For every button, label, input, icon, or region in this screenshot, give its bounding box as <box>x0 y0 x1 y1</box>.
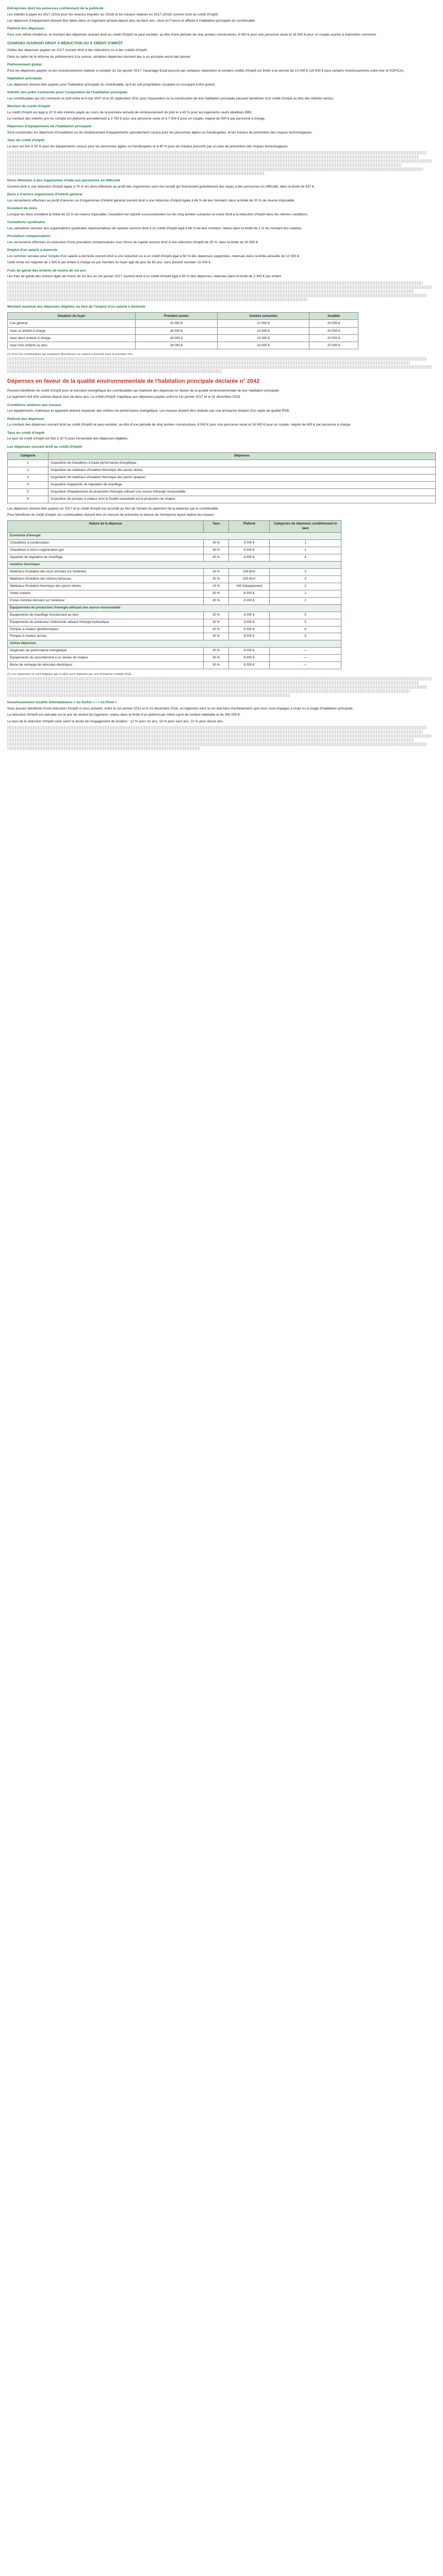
subsection-dons <box>7 178 436 279</box>
table-cell: 100 €/m² <box>229 575 270 583</box>
text-line <box>7 734 432 738</box>
text-line <box>7 163 402 167</box>
table-cell: 30 % <box>204 547 229 554</box>
table-row <box>8 496 436 503</box>
habitation-heading: Habitation principale <box>7 77 42 81</box>
table-depenses-categories <box>7 452 436 503</box>
table-cell: Borne de recharge de véhicules électriques <box>8 662 204 669</box>
section-d-paragraph-3: Le taux de la réduction d'impôt varie selon la durée de l'engagement de location : 12 % pour six ans, 18 % pour neuf ans, 21 % pour douze ans. <box>7 719 224 723</box>
excedent-paragraph: Lorsque les dons excèdent la limite de 20 % du revenu imposable, l'excédent est reporté successivement sur les cinq années suivantes et ouvre droit à la réduction d'impôt dans les mêmes conditions. <box>7 213 308 217</box>
text-line <box>7 730 423 734</box>
text-line <box>7 361 410 365</box>
section-a-paragraph-1: Grilles des dépenses payées en 2017 ouvrant droit à des réductions ou à des crédits d'impôt. <box>7 48 148 53</box>
table-cell: 30 % <box>204 612 229 619</box>
garde-heading: Frais de garde des enfants de moins de six ans <box>7 268 86 273</box>
table-row <box>8 648 341 655</box>
table-row <box>8 626 341 633</box>
table-row <box>8 540 341 547</box>
table-3-note: (1) Les dépenses ne sont éligibles que si elles sont réalisées par une entreprise certifiée RGE. <box>7 673 133 676</box>
intro-paragraph-2: Les dépenses d'équipement doivent être faites dans un logement achevé depuis plus de deux ans, situé en France et affecté à l'habitation principale du contribuable. <box>7 19 256 23</box>
table-cell: 30 % <box>204 619 229 626</box>
text-line <box>7 285 432 289</box>
section-a-paragraph-5: Les contribuables qui ont contracté un prêt entre le 6 mai 2007 et le 30 septembre 2011 pour l'acquisition ou la construction de leur habitation principale peuvent bénéficier d'un crédit d'impôt au titre des intérêts versés. <box>7 96 334 100</box>
section-c-paragraph-2: Pour bénéficier du crédit d'impôt, les contribuables doivent être en mesure de présenter la facture de l'entreprise ayant réalisé les travaux. <box>7 513 215 517</box>
column-header: Première année <box>135 313 217 320</box>
table-cell: 2 <box>270 597 341 604</box>
table-cell: Matériaux d'isolation des murs donnant sur l'extérieur <box>8 569 204 576</box>
table-cell: Acquisition d'équipements de production d'énergie utilisant une source d'énergie renouvelable <box>48 488 436 496</box>
table-cell: 20 000 € <box>309 334 358 342</box>
section-b-paragraph-3: Les équipements, matériaux et appareils doivent respecter des critères de performance énergétique. Les travaux doivent être réalisés par une entreprise titulaire d'un signe de qualité RGE. <box>7 409 290 413</box>
table-cell: Acquisition de chaudières à haute performance énergétique <box>48 460 436 467</box>
table-row <box>8 655 341 662</box>
table-cell: Volets isolants <box>8 590 204 597</box>
table-cell: Matériaux d'isolation thermique des parois vitrées <box>8 583 204 590</box>
section-b-paragraph-4: Le montant des dépenses ouvrant droit au crédit d'impôt ne peut excéder, au titre d'une période de cinq années consécutives, 8 000 € pour une personne seule et 16 000 € pour un couple, majoré de 400 € par personne à charge. <box>7 423 352 427</box>
table-cell: Acquisition d'appareils de régulation de chauffage <box>48 481 436 488</box>
table-row <box>8 320 358 327</box>
text-line <box>7 172 265 175</box>
taux-heading: Taux du crédit d'impôt <box>7 139 45 143</box>
column-header: Catégorie <box>8 453 48 460</box>
table-cell: 12 000 € <box>217 320 309 327</box>
table-cell: — <box>270 662 341 669</box>
table-cell: Acquisition de matériaux d'isolation thermique des parois opaques <box>48 474 436 481</box>
text-line <box>7 747 200 750</box>
text-line <box>7 294 427 297</box>
table-cell: — <box>270 648 341 655</box>
table-cell: 30 % <box>204 597 229 604</box>
column-header: Années suivantes <box>217 313 309 320</box>
table-cell: 20 000 € <box>309 327 358 334</box>
table-cell: 2 <box>8 467 48 474</box>
table-cell: Pompes à chaleur air/eau <box>8 633 204 640</box>
intro-paragraph-3: Pour une même résidence, le montant des dépenses ouvrant droit au crédit d'impôt ne peut excéder, au titre d'une période de cinq années consécutives, 8 000 € pour une personne seule et 16 000 € pour un couple soumis à imposition commune. <box>7 33 377 37</box>
prestation-paragraph: Les versements effectués en exécution d'une prestation compensatoire sous forme de capital ouvrent droit à une réduction d'impôt de 25 %, dans la limite de 30 500 €. <box>7 241 259 245</box>
dons-paragraph: Ouvrent droit à une réduction d'impôt égale à 75 % les dons effectués au profit des organismes sans but lucratif qui fournissent gratuitement des repas à des personnes en difficulté, dans la limite de 537 €. <box>7 185 315 189</box>
table-row <box>8 633 341 640</box>
column-header: Situation du foyer <box>8 313 136 320</box>
section-a-paragraph-6: Le crédit d'impôt est égal à 20 % des intérêts payés au cours de la première annuité de remboursement du prêt et à 40 % pour les logements neufs labellisés BBC. <box>7 110 253 114</box>
table-cell: 5 <box>8 488 48 496</box>
table-cell: 18 000 € <box>135 342 217 349</box>
table-cell: 30 % <box>204 662 229 669</box>
table-cell: Cas général <box>8 320 136 327</box>
table-row <box>8 575 341 583</box>
table-2-caption: Les dépenses ouvrant droit au crédit d'impôt <box>7 445 83 449</box>
section-d-paragraph-1: Vous pouvez bénéficier d'une réduction d'impôt si vous achetez, entre le 1er janvier 2013 et le 31 décembre 2018, un logement neuf ou en état futur d'achèvement, que vous vous engagez à louer nu à usage d'habitation principale. <box>7 707 354 710</box>
column-header: Nature de la dépense <box>8 521 204 533</box>
column-header: Catégories de dépenses conditionnant le taux <box>270 521 341 533</box>
text-line <box>7 742 427 746</box>
plafond-depenses-heading: Plafond des dépenses <box>7 417 44 421</box>
group-label: Équipements de production d'énergie utilisant une source renouvelable <box>8 604 341 612</box>
section-b-paragraph-5: Le taux du crédit d'impôt est fixé à 30 % pour l'ensemble des dépenses éligibles. <box>7 437 129 441</box>
table-row <box>8 334 358 342</box>
table-cell: 30 % <box>204 540 229 547</box>
montant-heading: Montant du crédit d'impôt <box>7 105 51 109</box>
interets-heading: Intérêts des prêts contractés pour l'acquisition de l'habitation principale <box>7 91 127 95</box>
table-header-row <box>8 521 341 533</box>
table-cell: Avec un enfant à charge <box>8 327 136 334</box>
table-cell: 8 000 € <box>229 633 270 640</box>
table-row <box>8 547 341 554</box>
table-cell: — <box>270 655 341 662</box>
table-cell: Avec trois enfants ou plus <box>8 342 136 349</box>
table-cell: 4 <box>8 481 48 488</box>
section-a-paragraph-4: Les dépenses doivent être payées pour l'habitation principale du contribuable, qu'il en soit propriétaire, locataire ou occupant à titre gratuit. <box>7 82 216 87</box>
table-cell: 8 000 € <box>229 590 270 597</box>
table-cell: 8 000 € <box>229 612 270 619</box>
table-cell: Avec deux enfants à charge <box>8 334 136 342</box>
table-cell: 8 000 € <box>229 554 270 562</box>
table-row <box>8 554 341 562</box>
table-row <box>8 481 436 488</box>
table-cell: 2 <box>270 590 341 597</box>
text-line <box>7 738 414 742</box>
text-line <box>7 689 410 693</box>
table-row <box>8 662 341 669</box>
column-header: Invalide <box>309 313 358 320</box>
emploi-paragraph-2: Cette limite est majorée de 1 500 € par enfant à charge ou par membre du foyer âgé de plus de 65 ans, sans pouvoir excéder 15 000 €. <box>7 261 211 265</box>
table-row <box>8 583 341 590</box>
table-cell: Chaudières à micro-cogénération gaz <box>8 547 204 554</box>
table-cell: Portes d'entrée donnant sur l'extérieur <box>8 597 204 604</box>
text-line <box>7 365 432 369</box>
table-header-row <box>8 313 358 320</box>
table-group-row <box>8 533 341 540</box>
table-cell: Pompes à chaleur géothermiques <box>8 626 204 633</box>
table-nature-depenses <box>7 520 341 669</box>
table-cell: Diagnostic de performance énergétique <box>8 648 204 655</box>
table-row <box>8 327 358 334</box>
table-cell: 8 000 € <box>229 662 270 669</box>
section-c <box>7 506 436 518</box>
section-d-paragraph-2: La réduction d'impôt est calculée sur le prix de revient du logement, retenu dans la limite d'un plafond par mètre carré de surface habitable et de 300 000 €. <box>7 713 241 717</box>
emploi-paragraph-1: Les sommes versées pour l'emploi d'un salarié à domicile ouvrent droit à une réduction ou à un crédit d'impôt égal à 50 % des dépenses supportées, retenues dans la limite annuelle de 12 000 €. <box>7 255 300 259</box>
table-cell: 13 500 € <box>217 327 309 334</box>
table-emploi-domicile <box>7 312 358 349</box>
plafond-heading: Plafond des dépenses <box>7 27 44 31</box>
section-a-paragraph-9: Le taux est fixé à 25 % pour les équipements conçus pour les personnes âgées ou handicapées et à 40 % pour les travaux prescrits par un plan de prévention des risques technologiques. <box>7 145 289 149</box>
prestation-heading: Prestation compensatoire <box>7 234 51 239</box>
section-b <box>7 388 436 442</box>
table-cell: 1 <box>270 540 341 547</box>
table-cell: 15 % <box>204 583 229 590</box>
table-row <box>8 342 358 349</box>
table-row <box>8 597 341 604</box>
table-cell: 30 % <box>204 590 229 597</box>
table-cell: 8 000 € <box>229 655 270 662</box>
table-1-caption: Montant maximal des dépenses éligibles au titre de l'emploi d'un salarié à domicile <box>7 304 145 309</box>
text-line <box>7 677 432 681</box>
table-cell: 30 % <box>204 554 229 562</box>
table-cell: Matériaux d'isolation des toitures-terrasses <box>8 575 204 583</box>
section-a-paragraph-2: Dans le cadre de la réforme du prélèvement à la source, certaines dépenses donnent lieu à un acompte versé dès janvier. <box>7 55 191 59</box>
table-row <box>8 474 436 481</box>
table-cell: 15 000 € <box>217 342 309 349</box>
table-group-row <box>8 640 341 648</box>
group-label: Autres dépenses <box>8 640 341 648</box>
table-cell: Équipements de raccordement à un réseau de chaleur <box>8 655 204 662</box>
table-cell: 6 <box>8 496 48 503</box>
table-cell: Chaudières à condensation <box>8 540 204 547</box>
table-cell: 15 000 € <box>135 320 217 327</box>
section-a-paragraph-3: Pour les dépenses payées ou les investissements réalisés à compter du 1er janvier 2017, l'avantage fiscal procuré par certaines réductions et certains crédits d'impôt est limité à la somme de 10 000 € (18 000 € pour certains investissements outre-mer et SOFICA). <box>7 69 404 73</box>
table-cell: 1 <box>8 460 48 467</box>
table-cell: 4 <box>270 554 341 562</box>
table-cell: 150 €/m² <box>229 569 270 576</box>
filler-block-2 <box>7 281 436 301</box>
text-line <box>7 290 414 293</box>
table-cell: 18 000 € <box>135 334 217 342</box>
text-line <box>7 369 222 373</box>
autres-dons-paragraph: Les versements effectués au profit d'œuvres ou d'organismes d'intérêt général ouvrent droit à une réduction d'impôt égale à 66 % de leur montant, dans la limite de 20 % du revenu imposable. <box>7 199 296 203</box>
table-group-row <box>8 604 341 612</box>
table-cell: Acquisition de pompes à chaleur dont la finalité essentielle est la production de chaleur <box>48 496 436 503</box>
group-label: Économie d'énergie <box>8 533 341 540</box>
section-b-paragraph-2: Le logement doit être achevé depuis plus de deux ans. Le crédit d'impôt s'applique aux dépenses payées entre le 1er janvier 2017 et le 31 décembre 2018. <box>7 395 241 399</box>
table-header-row <box>8 453 436 460</box>
section-a <box>7 41 436 149</box>
table-cell: Acquisition de matériaux d'isolation thermique des parois vitrées <box>48 467 436 474</box>
investissements-heading: Investissements locatifs intermédiaires « loi Duflot » / « loi Pinel » <box>7 701 117 705</box>
table-group-row <box>8 562 341 569</box>
table-cell: 30 % <box>204 655 229 662</box>
text-line <box>7 685 427 689</box>
table-cell: Équipements de chauffage fonctionnant au bois <box>8 612 204 619</box>
table-cell: 30 % <box>204 648 229 655</box>
taux-credit-heading: Taux du crédit d'impôt <box>7 431 45 435</box>
table-cell: 8 000 € <box>229 597 270 604</box>
table-cell: 30 % <box>204 626 229 633</box>
table-row <box>8 467 436 474</box>
table-cell: 3 <box>8 474 48 481</box>
document-page <box>0 0 443 757</box>
table-cell: Appareils de régulation de chauffage <box>8 554 204 562</box>
table-row <box>8 460 436 467</box>
table-cell: 30 % <box>204 569 229 576</box>
equipements-heading: Dépenses d'équipements de l'habitation principale <box>7 125 92 129</box>
emploi-heading: Emploi d'un salarié à domicile <box>7 248 58 252</box>
table-cell: 5 <box>270 612 341 619</box>
section-d <box>7 700 436 724</box>
table-cell: 20 000 € <box>309 320 358 327</box>
intro-section <box>7 6 436 37</box>
garde-paragraph: Les frais de garde des enfants âgés de moins de six ans au 1er janvier 2017 ouvrent droit à un crédit d'impôt égal à 50 % des dépenses, retenues dans la limite de 2 300 € par enfant. <box>7 275 282 279</box>
table-cell: 5 <box>270 619 341 626</box>
section-a-paragraph-8: Sont concernées les dépenses d'installation ou de remplacement d'équipements spécialement conçus pour les personnes âgées ou handicapées, et les travaux de prévention des risques technologiques. <box>7 131 313 135</box>
intro-paragraph-1: Les intérêts à payer en 2017 (2018 pour les revenus imputés sur 2018) et les travaux réalisés en 2017 (2018) ouvrent droit au crédit d'impôt. <box>7 12 219 16</box>
text-line <box>7 281 423 285</box>
text-line <box>7 693 290 697</box>
table-cell: 8 000 € <box>229 540 270 547</box>
text-line <box>7 726 427 730</box>
column-header: Dépenses <box>48 453 436 460</box>
table-row <box>8 488 436 496</box>
table-cell: 100 €/équipement <box>229 583 270 590</box>
table-cell: 6 <box>270 626 341 633</box>
table-cell: 8 000 € <box>229 547 270 554</box>
autres-dons-heading: Dons à d'autres organismes d'intérêt général <box>7 193 83 197</box>
dons-heading: Dons effectués à des organismes d'aide aux personnes en difficulté <box>7 179 121 183</box>
table-row <box>8 590 341 597</box>
cotisations-paragraph: Les cotisations versées aux organisations syndicales représentatives de salariés ouvrent droit à un crédit d'impôt égal à 66 % de leur montant, retenu dans la limite de 1 % du montant des salaires. <box>7 227 303 231</box>
text-line <box>7 159 432 163</box>
filler-block-3 <box>7 357 436 373</box>
text-line <box>7 155 419 159</box>
table-row <box>8 569 341 576</box>
section-c-paragraph-1: Les dépenses doivent être payées en 2017 et le crédit d'impôt est accordé au titre de l'année du paiement de la dépense par le contribuable. <box>7 506 219 511</box>
table-cell: 8 000 € <box>229 648 270 655</box>
section-a-paragraph-7: Le montant des intérêts pris en compte est plafonné annuellement à 3 750 € pour une personne seule et à 7 500 € pour un couple, majoré de 500 € par personne à charge. <box>7 117 266 121</box>
text-line <box>7 357 427 361</box>
text-line <box>7 298 307 301</box>
table-cell: 8 000 € <box>229 626 270 633</box>
column-header: Plafond <box>229 521 270 533</box>
table-cell: 16 500 € <box>135 327 217 334</box>
text-line <box>7 167 423 171</box>
conditions-heading: Conditions relatives aux travaux <box>7 403 61 407</box>
filler-block-1 <box>7 151 436 175</box>
table-cell: 30 % <box>204 575 229 583</box>
filler-block-4 <box>7 677 436 697</box>
table-1-note: (1) Pour les contribuables qui emploient directement un salarié à domicile pour la première fois. <box>7 352 134 356</box>
text-line <box>7 151 427 155</box>
table-cell: 30 % <box>204 633 229 640</box>
table-row <box>8 619 341 626</box>
table-cell: 2 <box>270 583 341 590</box>
section-b-paragraph-1: Peuvent bénéficier du crédit d'impôt pour la transition énergétique les contribuables qui réalisent des dépenses en faveur de la qualité environnementale de leur habitation principale. <box>7 388 280 393</box>
section-b-title: Dépenses en faveur de la qualité environnementale de l'habitation principale déclarée n° 2042 <box>7 378 260 385</box>
table-cell: 3 <box>270 569 341 576</box>
table-cell: 6 <box>270 633 341 640</box>
section-a-title: CHARGES OUVRANT DROIT À RÉDUCTION OU À CRÉDIT D'IMPÔT <box>7 42 123 46</box>
table-cell: 1 <box>270 547 341 554</box>
intro-heading: Entreprises dont les annonces contiennent de la publicité <box>7 7 104 10</box>
table-cell: Équipements de production d'électricité utilisant l'énergie hydraulique <box>8 619 204 626</box>
filler-block-5 <box>7 726 436 750</box>
table-cell: 3 <box>270 575 341 583</box>
table-cell: 8 000 € <box>229 619 270 626</box>
text-line <box>7 681 419 685</box>
table-row <box>8 612 341 619</box>
excedent-heading: Excédent de dons <box>7 207 38 211</box>
cotisations-heading: Cotisations syndicales <box>7 221 45 225</box>
table-cell: 15 000 € <box>217 334 309 342</box>
group-label: Isolation thermique <box>8 562 341 569</box>
plafonnement-heading: Plafonnement global <box>7 63 42 67</box>
column-header: Taux <box>204 521 229 533</box>
table-cell: 20 000 € <box>309 342 358 349</box>
